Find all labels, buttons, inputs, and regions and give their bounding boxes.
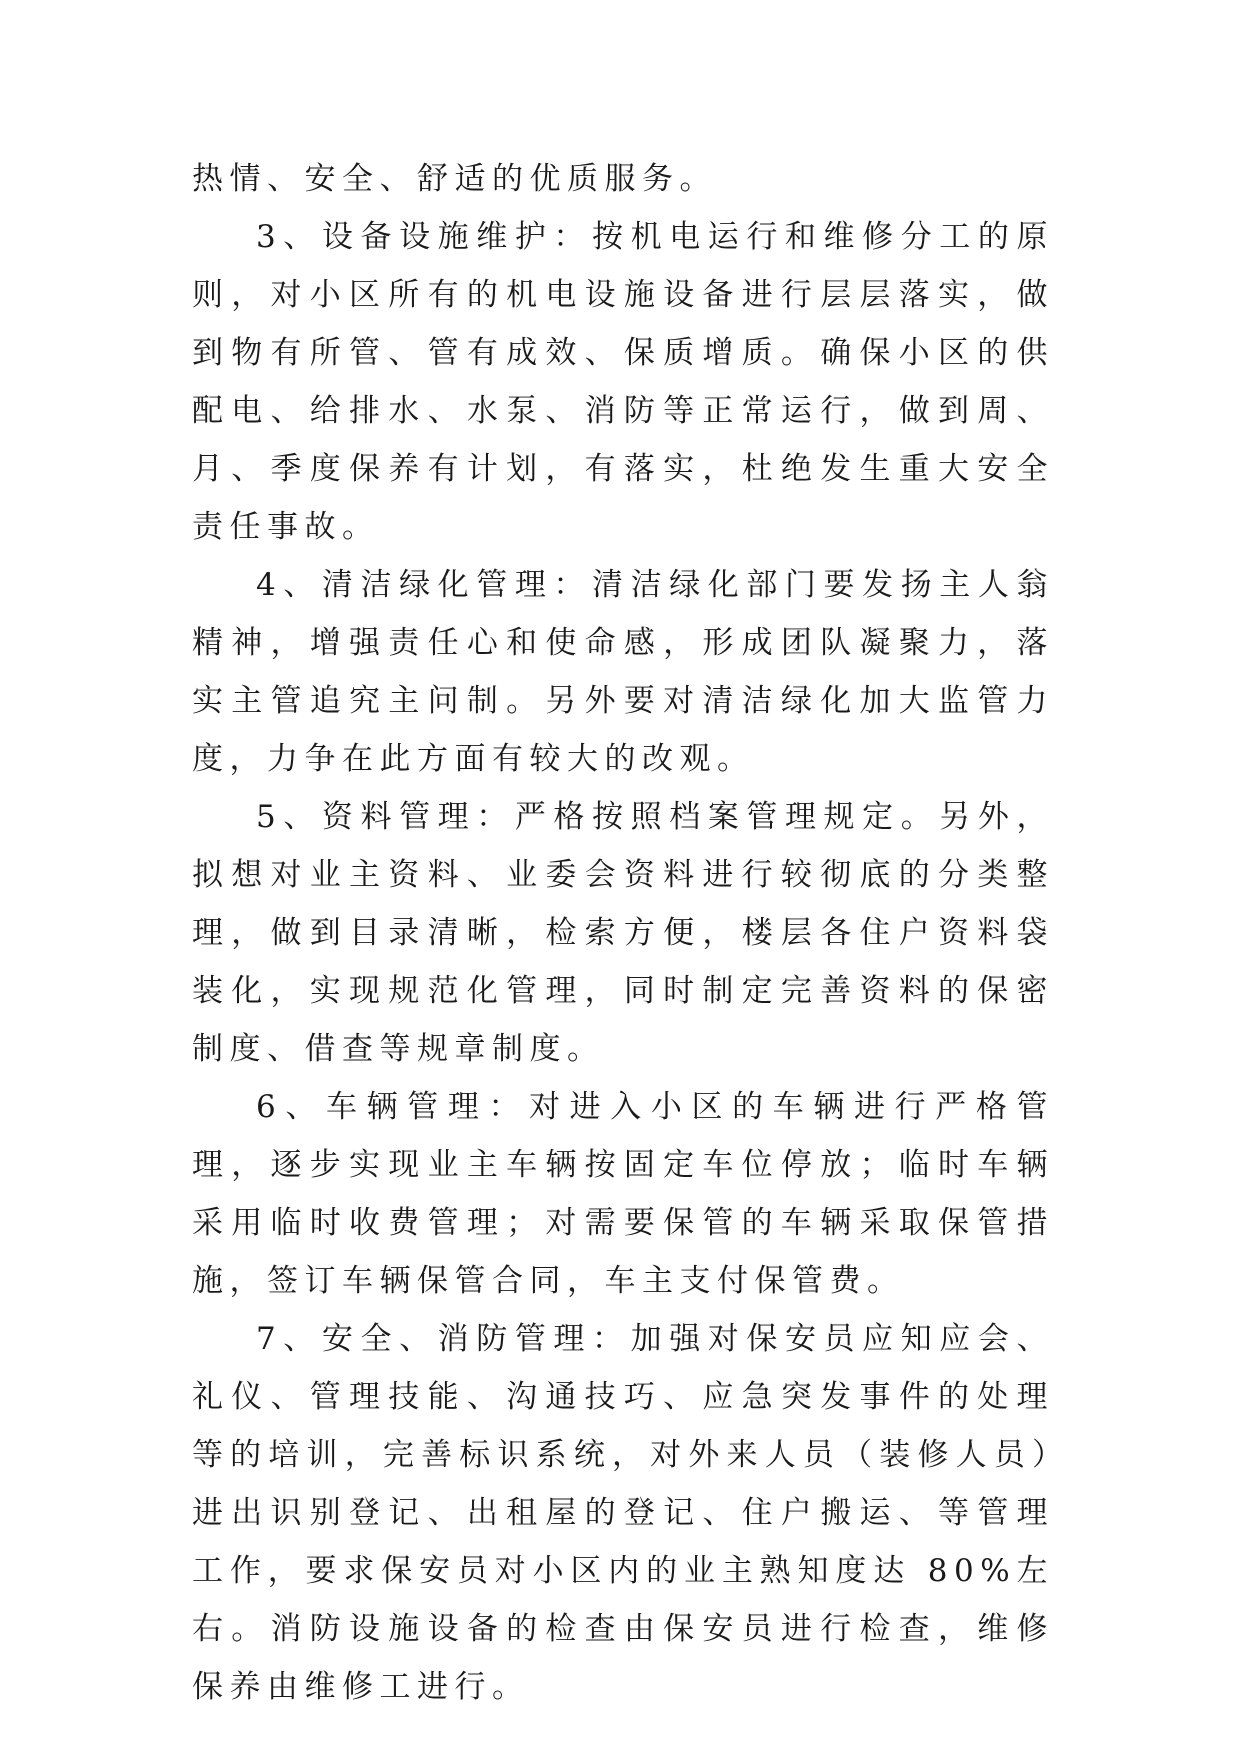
document-body	[192, 150, 1054, 1716]
paragraph-service-continuation: 热情、安全、舒适的优质服务。	[192, 161, 717, 197]
paragraph-security-fire: 7、安全、消防管理：加强对保安员应知应会、礼仪、管理技能、沟通技巧、应急突发事件的处理等的培训，完善标识系统，对外来人员（装修人员）进出识别登记、出租屋的登记、住户搬运、等管理工作，要求保安员对小区内的业主熟知度达 80%左右。消防设施设备的检查由保安员进行检查，维修保养由维修工进行。	[192, 1321, 1054, 1705]
paragraph-records-management: 5、资料管理：严格按照档案管理规定。另外，拟想对业主资料、业委会资料进行较彻底的分类整理，做到目录清晰，检索方便，楼层各住户资料袋装化，实现规范化管理，同时制定完善资料的保密制度、借查等规章制度。	[192, 799, 1054, 1067]
paragraph-cleaning-greening: 4、清洁绿化管理：清洁绿化部门要发扬主人翁精神，增强责任心和使命感，形成团队凝聚力，落实主管追究主问制。另外要对清洁绿化加大监管力度，力争在此方面有较大的改观。	[192, 567, 1054, 777]
paragraph-equipment-maintenance: 3、设备设施维护：按机电运行和维修分工的原则，对小区所有的机电设施设备进行层层落实，做到物有所管、管有成效、保质增质。确保小区的供配电、给排水、水泵、消防等正常运行，做到周、月、季度保养有计划，有落实，杜绝发生重大安全责任事故。	[192, 219, 1054, 545]
paragraph-vehicle-management: 6、车辆管理：对进入小区的车辆进行严格管理，逐步实现业主车辆按固定车位停放；临时车辆采用临时收费管理；对需要保管的车辆采取保管措施，签订车辆保管合同，车主支付保管费。	[192, 1089, 1054, 1299]
